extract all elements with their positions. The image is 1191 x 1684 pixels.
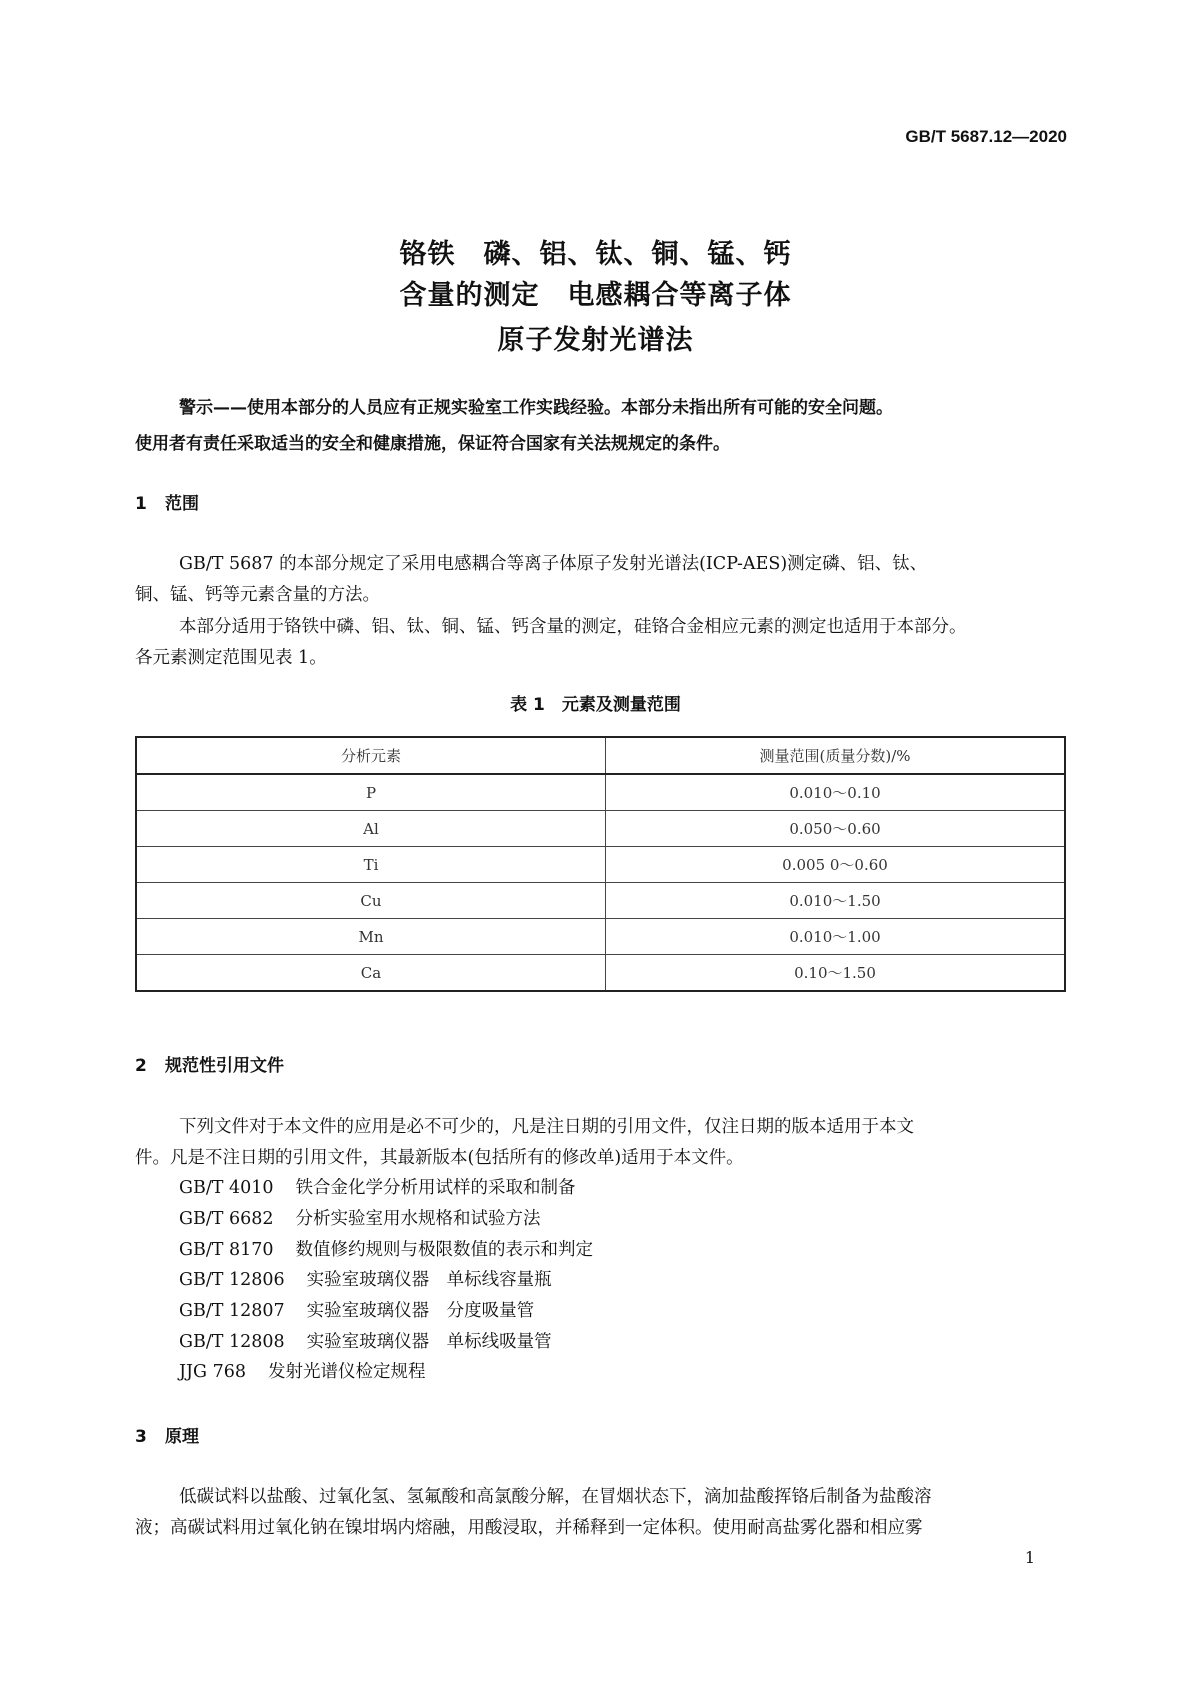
range-cell: 0.010～0.10 [606,774,1066,811]
refs-para-line2: 件。凡是不注日期的引用文件，其最新版本(包括所有的修改单)适用于本文件。 [135,1148,744,1168]
reference-code: GB/T 12806 [179,1270,285,1290]
table-caption: 表 1 元素及测量范围 [510,695,681,715]
reference-code: GB/T 4010 [179,1178,274,1198]
range-cell: 0.010～1.00 [606,919,1066,955]
reference-item [179,1205,1111,1230]
section-3-heading [135,1422,199,1447]
title-line-2: 含量的测定 电感耦合等离子体 [399,280,792,311]
element-cell: Al [136,811,606,847]
scope-para1-line1: GB/T 5687 的本部分规定了采用电感耦合等离子体原子发射光谱法(ICP-AES)测定磷、铝、钛、 [179,554,928,574]
reference-code: GB/T 12808 [179,1332,285,1352]
scope-para2-line2: 各元素测定范围见表 1。 [135,648,327,668]
table-row [136,811,1065,847]
section-title: 原理 [165,1427,199,1447]
table-row [136,774,1065,811]
column-header: 分析元素 [136,737,606,774]
element-cell: Ti [136,847,606,883]
element-cell: P [136,774,606,811]
scope-para1-line2: 铜、锰、钙等元素含量的方法。 [135,585,380,605]
reference-item [179,1297,1111,1322]
element-cell: Ca [136,955,606,992]
reference-code: GB/T 8170 [179,1240,274,1260]
section-title: 规范性引用文件 [165,1056,284,1076]
warning-line-1: 警示——使用本部分的人员应有正规实验室工作实践经验。本部分未指出所有可能的安全问题。 [179,398,893,418]
refs-para-line1: 下列文件对于本文件的应用是必不可少的，凡是注日期的引用文件，仅注日期的版本适用于本文 [179,1117,914,1137]
table-row [136,847,1065,883]
range-cell: 0.010～1.50 [606,883,1066,919]
reference-title: 分析实验室用水规格和试验方法 [295,1209,541,1229]
warning-line-2: 使用者有责任采取适当的安全和健康措施，保证符合国家有关法规规定的条件。 [135,434,730,454]
reference-item [179,1358,1111,1383]
reference-title: 发射光谱仪检定规程 [267,1362,426,1382]
range-cell: 0.005 0～0.60 [606,847,1066,883]
principle-para-line1: 低碳试料以盐酸、过氧化氢、氢氟酸和高氯酸分解，在冒烟状态下，滴加盐酸挥铬后制备为盐酸溶 [179,1487,932,1507]
title-line-3: 原子发射光谱法 [497,325,694,356]
scope-para2-line1: 本部分适用于铬铁中磷、铝、钛、铜、锰、钙含量的测定，硅铬合金相应元素的测定也适用于本部分。 [179,617,967,637]
reference-title: 实验室玻璃仪器 分度吸量管 [306,1301,535,1321]
range-cell: 0.10～1.50 [606,955,1066,992]
range-cell: 0.050～0.60 [606,811,1066,847]
section-number: 2 [135,1056,147,1076]
reference-item [179,1266,1111,1291]
principle-para-line2: 液；高碳试料用过氧化钠在镍坩埚内熔融，用酸浸取，并稀释到一定体积。使用耐高盐雾化器和相应雾 [135,1518,923,1538]
reference-title: 数值修约规则与极限数值的表示和判定 [295,1240,594,1260]
reference-code: JJG 768 [179,1362,246,1382]
element-cell: Mn [136,919,606,955]
reference-title: 实验室玻璃仪器 单标线吸量管 [306,1332,552,1352]
reference-code: GB/T 12807 [179,1301,285,1321]
section-number: 3 [135,1427,147,1447]
reference-title: 铁合金化学分析用试样的采取和制备 [295,1178,576,1198]
table-row [136,919,1065,955]
standard-code-header: GB/T 5687.12—2020 [905,127,1067,146]
table-row [136,955,1065,992]
element-range-table [135,736,1066,992]
reference-title: 实验室玻璃仪器 单标线容量瓶 [306,1270,552,1290]
page-number: 1 [1024,1548,1035,1567]
column-header: 测量范围(质量分数)/% [606,737,1066,774]
element-cell: Cu [136,883,606,919]
title-line-1: 铬铁 磷、铝、钛、铜、锰、钙 [399,239,792,270]
reference-item [179,1236,1111,1261]
section-number: 1 [135,494,147,514]
table-header-row [136,737,1065,774]
reference-item [179,1328,1111,1353]
section-2-heading [135,1051,284,1076]
section-title: 范围 [165,494,199,514]
section-1-heading [135,489,199,514]
table-row [136,883,1065,919]
reference-code: GB/T 6682 [179,1209,274,1229]
reference-item [179,1174,1111,1199]
